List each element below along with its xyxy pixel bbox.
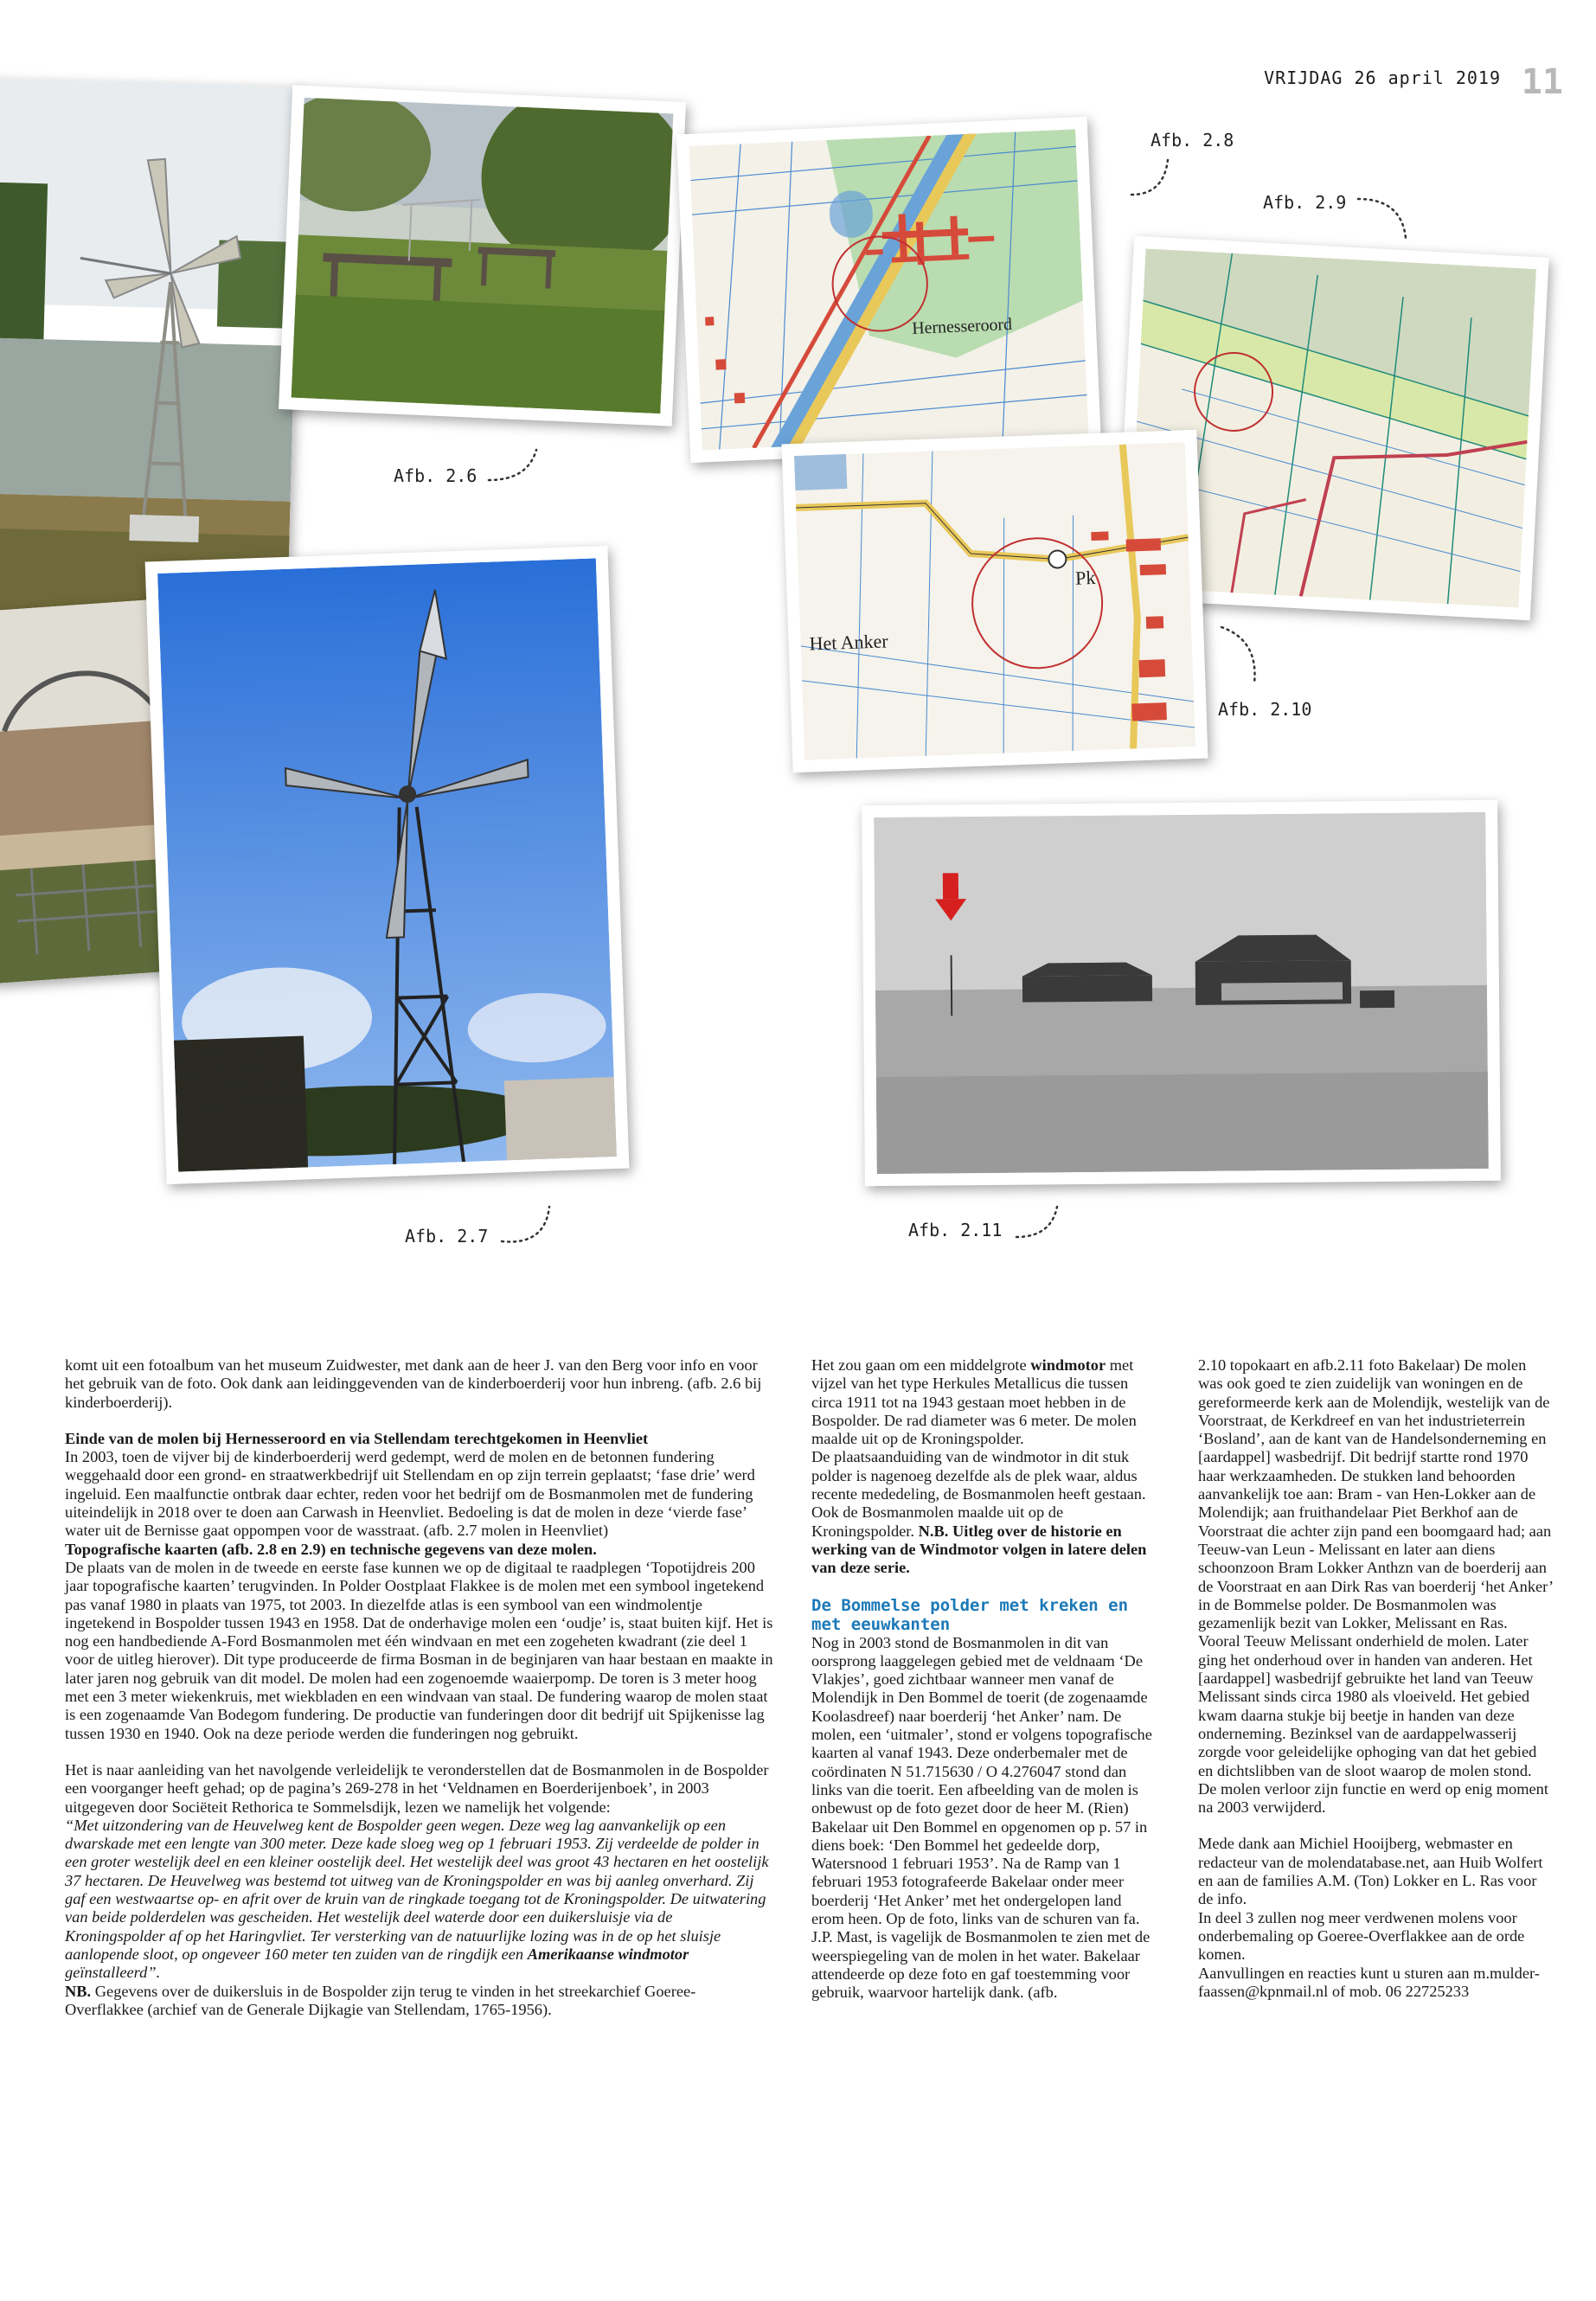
col1-paragraph-3: De plaats van de molen in de tweede en eerste fase kunnen we op de digitaal te raadplegen ‘Topotijdreis 200 jaar topografische kaarten’ terugvinden. In Polder Oostplaat Flakkee is de molen met een symbool ingetekend pas vanaf 1980 in plaats van 1975, tot 2003. In diezelfde atlas is een symbool van een windmolentje ingetekend in Bospolder tussen 1943 en 1958. Dat de onderhavige molen een ‘oudje’ is, staat buiten kijf. Het is nog een handbediende A-Ford Bosmanmolen met één windvaan en met een zogeheten kwadrant (zie deel 1 voor de uitleg hierover). Dit type produceerde de firma Bosman in de beginjaren van haar bestaan en maakte in later jaren nog gebruik van dit model. De molen had een zogenoemde waaierpomp. De toren is 3 meter hoog met een 3 meter wiekenkruis, met wiekbladen en een windvaan van staal. De fundering waarop de molen staat is een zogenaamde Van Bodegom fundering. De productie van funderingen door dit bedrijf uit Spijkenisse lag tussen 1930 en 1940. Ook na deze periode werden die funderingen nog gebruikt. [65,1558,773,1742]
col2-paragraph-2 [811,1448,1157,1577]
photo-windmill-pond [0,78,301,631]
col1-nb-text: Gegevens over de duikersluis in de Bospolder zijn terug te vinden in het streekarchief Goeree-Overflakkee (archief van de Generale Dijkagie van Stellendam, 1765-1956). [65,1982,696,2018]
col1-paragraph-2: In 2003, toen de vijver bij de kinderboerderij werd gedempt, werd de molen en de betonnen fundering weggehaald door een grond- en straatwerkbedrijf uit Stellendam en op zijn terrein geplaatst; ‘fase drie’ werd ingeluid. Een maalfunctie ontbrak daar echter, reden voor het bedrijf om de Bosmanmolen met de fundering uiteindelijk in 2018 over te doen aan Carwash in Heenvliet. Bedoeling is dat de molen in deze ‘vierde fase’ water uit de Bernisse gaat oppompen voor de wasstraat. (afb. 2.7 molen in Heenvliet) [65,1448,755,1540]
col2-paragraph-3: Nog in 2003 stond de Bosmanmolen in dit van oorsprong laaggelegen gebied met de veldnaam ‘De Vlakjes’, goed zichtbaar wanneer men vanaf de Molendijk in Den Bommel de toerit (de zogenaamde Koolasdreef) naar boerderij ‘het Anker’ nam. De molen, een ‘uitmaler’, stond er volgens topografische kaarten al vanaf 1943. Deze onderbemaler met de coördinaten N 51.715630 / O 4.276047 stond dan links van die toerit. Een afbeelding van de molen is onbewust op de foto gezet door de heer M. (Rien) Bakelaar uit Den Bommel en opgenomen op p. 57 in diens boek: ‘Den Bommel het gedeelde dorp, Watersnood 1 februari 1953’. Na de Ramp van 1 februari 1953 fotografeerde Bakelaar onder meer boerderij ‘Het Anker’ met het ondergelopen land erom heen. Op de foto, links van de schuren van fa. J.P. Mast, is vagelijk de Bosmanmolen te zien met de weerspiegeling van de molen in het water. Bakelaar attendeerde op deze foto en gaf toestemming voor gebruik, waarvoor hartelijk dank. (afb. [811,1633,1152,2002]
col1-quote [65,1817,774,1983]
col1-nb [65,1983,774,2020]
col3-paragraph-3: In deel 3 zullen nog meer verdwenen molens voor onderbemaling op Goeree-Overflakkee aan de orde komen. [1198,1908,1525,1964]
caption-afb-2-9: Afb. 2.9 [1263,192,1347,213]
column-1 [65,1356,774,2019]
col1-heading-2: Topografische kaarten (afb. 2.8 en 2.9) en technische gegevens van deze molen. [65,1540,597,1558]
caption-afb-2-7: Afb. 2.7 [405,1226,489,1247]
column-2 [811,1356,1157,2003]
col3-paragraph-4: Aanvullingen en reacties kunt u sturen aan m.mulder-faassen@kpnmail.nl of mob. 06 22725233 [1198,1964,1540,2000]
col2-paragraph-1 [811,1356,1157,1448]
col1-nb-label: NB. [65,1982,92,2000]
col2-p1-bold: windmotor [1030,1356,1106,1374]
col2-p1-b: met vijzel van het type Herkules Metallicus die tussen circa 1911 tot na 1943 gestaan moet hebben in de Bospolder. De rad diameter was 6 meter. De molen maalde uit op de Kroningspolder. [811,1356,1137,1448]
caption-afb-2-6: Afb. 2.6 [394,465,478,486]
col1-quote-text: “Met uitzondering van de Heuvelweg kent de Bospolder geen wegen. Deze weg lag aanvankelijk op een dwarskade met een lengte van 300 meter. Deze kade sloeg weg op 1 februari 1953. Zij verdeelde de polder in een groter westelijk deel en een kleiner oostelijk deel. Het westelijk deel was groot 43 hectaren en het oostelijk 37 hectaren. De Heuvelweg was bestemd tot uitweg van de Kroningspolder en was bij aanleg onverhard. Zij gaf een westwaartse op- en afrit over de kruin van de ringkade toegang tot de Kroningspolder. De uitwatering van beide polderdelen was gescheiden. Het westelijk deel waterde door een duikersluisje via de Kroningspolder af op het Haringvliet. Ter versterking van de natuurlijke lozing was in de op het sluisje aanlopende sloot, op ongeveer 160 meter ten zuiden van de ringdijk een [65,1816,769,1963]
col2-p2-bold: N.B. Uitleg over de historie en werking van de Windmotor volgen in latere delen van deze serie. [811,1522,1147,1577]
map-hernesseroord [676,117,1101,463]
col2-p1-a: Het zou gaan om een middelgrote [811,1356,1031,1374]
caption-afb-2-11: Afb. 2.11 [908,1220,1003,1240]
col2-p2: De plaatsaanduiding van de windmotor in dit stuk polder is nagenoeg dezelfde als de plek waar, aldus recente mededeling, de Bosmanmolen heeft gestaan. Ook de Bosmanmolen maalde uit op de Kroningspolder. [811,1448,1146,1540]
map-label-pk: Pk [1074,566,1096,589]
col3-paragraph-2: Mede dank aan Michiel Hooijberg, webmaster en redacteur van de molendatabase.net, aan Huib Wolfert en aan de families A.M. (Ton) Lokker en L. Ras voor de info. [1198,1835,1543,1908]
map-het-anker [782,430,1208,773]
issue-date: VRIJDAG 26 april 2019 [1264,67,1501,88]
photo-flood-het-anker [862,800,1501,1186]
caption-afb-2-8: Afb. 2.8 [1151,130,1234,151]
photo-windmill-heenvliet [145,546,630,1184]
col1-paragraph-1: komt uit een fotoalbum van het museum Zuidwester, met dank aan de heer J. van den Berg voor info en voor het gebruik van de foto. Ook dank aan leidinggevenden van de kinderboerderij voor hun inbreng. (afb. 2.6 bij kinderboerderij). [65,1356,762,1411]
col1-heading-1: Einde van de molen bij Hernesseroord en via Stellendam terechtgekomen in Heenvliet [65,1429,649,1447]
caption-afb-2-10: Afb. 2.10 [1218,699,1312,720]
column-3 [1198,1356,1553,2001]
map-label-hernesseroord: Hernesseroord [911,314,1013,338]
photo-playground [279,85,686,426]
col3-paragraph-1: 2.10 topokaart en afb.2.11 foto Bakelaar) De molen was ook goed te zien zuidelijk van woningen en de gereformeerde kerk aan de Molendijk, westelijk van de Voorstraat, de Kerkdreef en van het industrieterrein ‘Bosland’, aan de kant van de Handelsonderneming en [aardappel] wasbedrijf. Dit bedrijf startte rond 1970 haar werkzaamheden. De stukken land behoorden aanvankelijk toe aan: Bram - van Hen-Lokker aan de Molendijk; aan fruithandelaar Piet Berkhof aan de Voorstraat die achter zijn pand een boomgaard had; aan Teeuw-van Leun - Melissant en later aan diens schoonzoon Bram Lokker Anthzn van de boerderij aan de Voorstraat en aan Dirk Ras van boerderij ‘het Anker’ in de Bommelse polder. De Bosmanmolen was gezamenlijk bezit van Lokker, Melissant en Ras. Vooral Teeuw Melissant onderhield de molen. Later ging het onderhoud over in handen van anderen. Het [aardappel] wasbedrijf gebruikte het land van Teeuw Melissant sinds circa 1980 als vloeiveld. Het gebied kwam daarna stukje bij beetje in handen van deze onderneming. Bezinksel van de aardappelwasserij zorgde voor geleidelijke ophoging van dat het gebied en dichtslibben van de sloot waarop de molen stond. De molen verloor zijn functie en werd op enig moment na 2003 verwijderd. [1198,1356,1553,1817]
page-number: 11 [1521,62,1563,102]
col2-heading-bommelse-polder: De Bommelse polder met kreken en met eeuwkanten [811,1595,1129,1634]
col1-quote-bold: Amerikaanse windmotor [527,1945,689,1963]
col1-quote-end: geïnstalleerd”. [65,1964,161,1982]
col1-paragraph-4: Het is naar aanleiding van het navolgende verleidelijk te veronderstellen dat de Bosmanmolen in de Bospolder een voorganger heeft gehad; op de pagina’s 269-278 in het ‘Veldnamen en Boerderijenboek’, in 2003 uitgegeven door Sociëteit Rethorica te Sommelsdijk, lezen we namelijk het volgende: [65,1760,769,1816]
map-label-het-anker: Het Anker [809,630,888,655]
